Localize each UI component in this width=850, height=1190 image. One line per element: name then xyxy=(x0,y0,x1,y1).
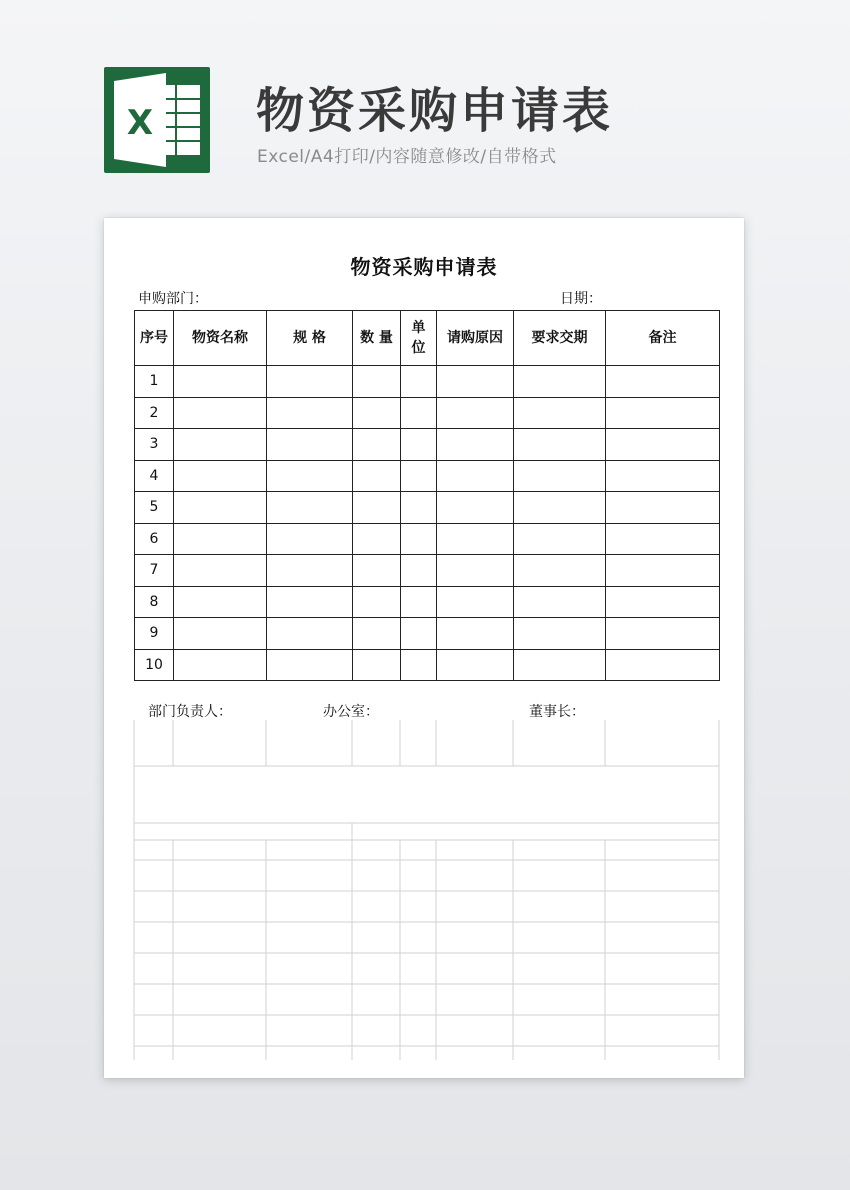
row-index-cell: 7 xyxy=(135,555,174,587)
column-header-spec: 规 格 xyxy=(267,311,353,366)
column-header-unit-text: 单位 xyxy=(411,320,426,356)
column-header-quantity: 数 量 xyxy=(353,311,401,366)
column-header-index: 序号 xyxy=(135,311,174,366)
chairman-signature-label: 董事长： xyxy=(529,704,585,720)
row-index-cell: 5 xyxy=(135,492,174,524)
row-index-cell: 3 xyxy=(135,429,174,461)
row-index-cell: 8 xyxy=(135,586,174,618)
row-index-cell: 10 xyxy=(135,649,174,681)
dept-head-signature-label: 部门负责人： xyxy=(148,704,232,720)
row-index-cell: 9 xyxy=(135,618,174,650)
office-signature-label: 办公室： xyxy=(323,704,379,720)
faint-gridlines xyxy=(104,218,744,1078)
form-paper xyxy=(104,218,744,1078)
logo-letter: X xyxy=(126,103,154,143)
row-index-cell: 2 xyxy=(135,397,174,429)
form-title: 物资采购申请表 xyxy=(350,255,498,279)
date-label: 日期： xyxy=(560,291,602,307)
excel-icon-graphic xyxy=(104,67,210,173)
column-header-reason: 请购原因 xyxy=(437,311,514,366)
department-label: 申购部门： xyxy=(138,291,208,307)
row-index-cell: 6 xyxy=(135,523,174,555)
excel-logo-icon xyxy=(104,67,210,173)
page-title: 物资采购申请表 xyxy=(256,83,614,139)
column-header-name: 物资名称 xyxy=(174,311,267,366)
row-index-cell: 4 xyxy=(135,460,174,492)
row-index-cell: 1 xyxy=(135,366,174,398)
column-header-remarks: 备注 xyxy=(606,311,720,366)
column-header-due-date: 要求交期 xyxy=(514,311,606,366)
page-subtitle: Excel/A4打印/内容随意修改/自带格式 xyxy=(257,147,557,167)
